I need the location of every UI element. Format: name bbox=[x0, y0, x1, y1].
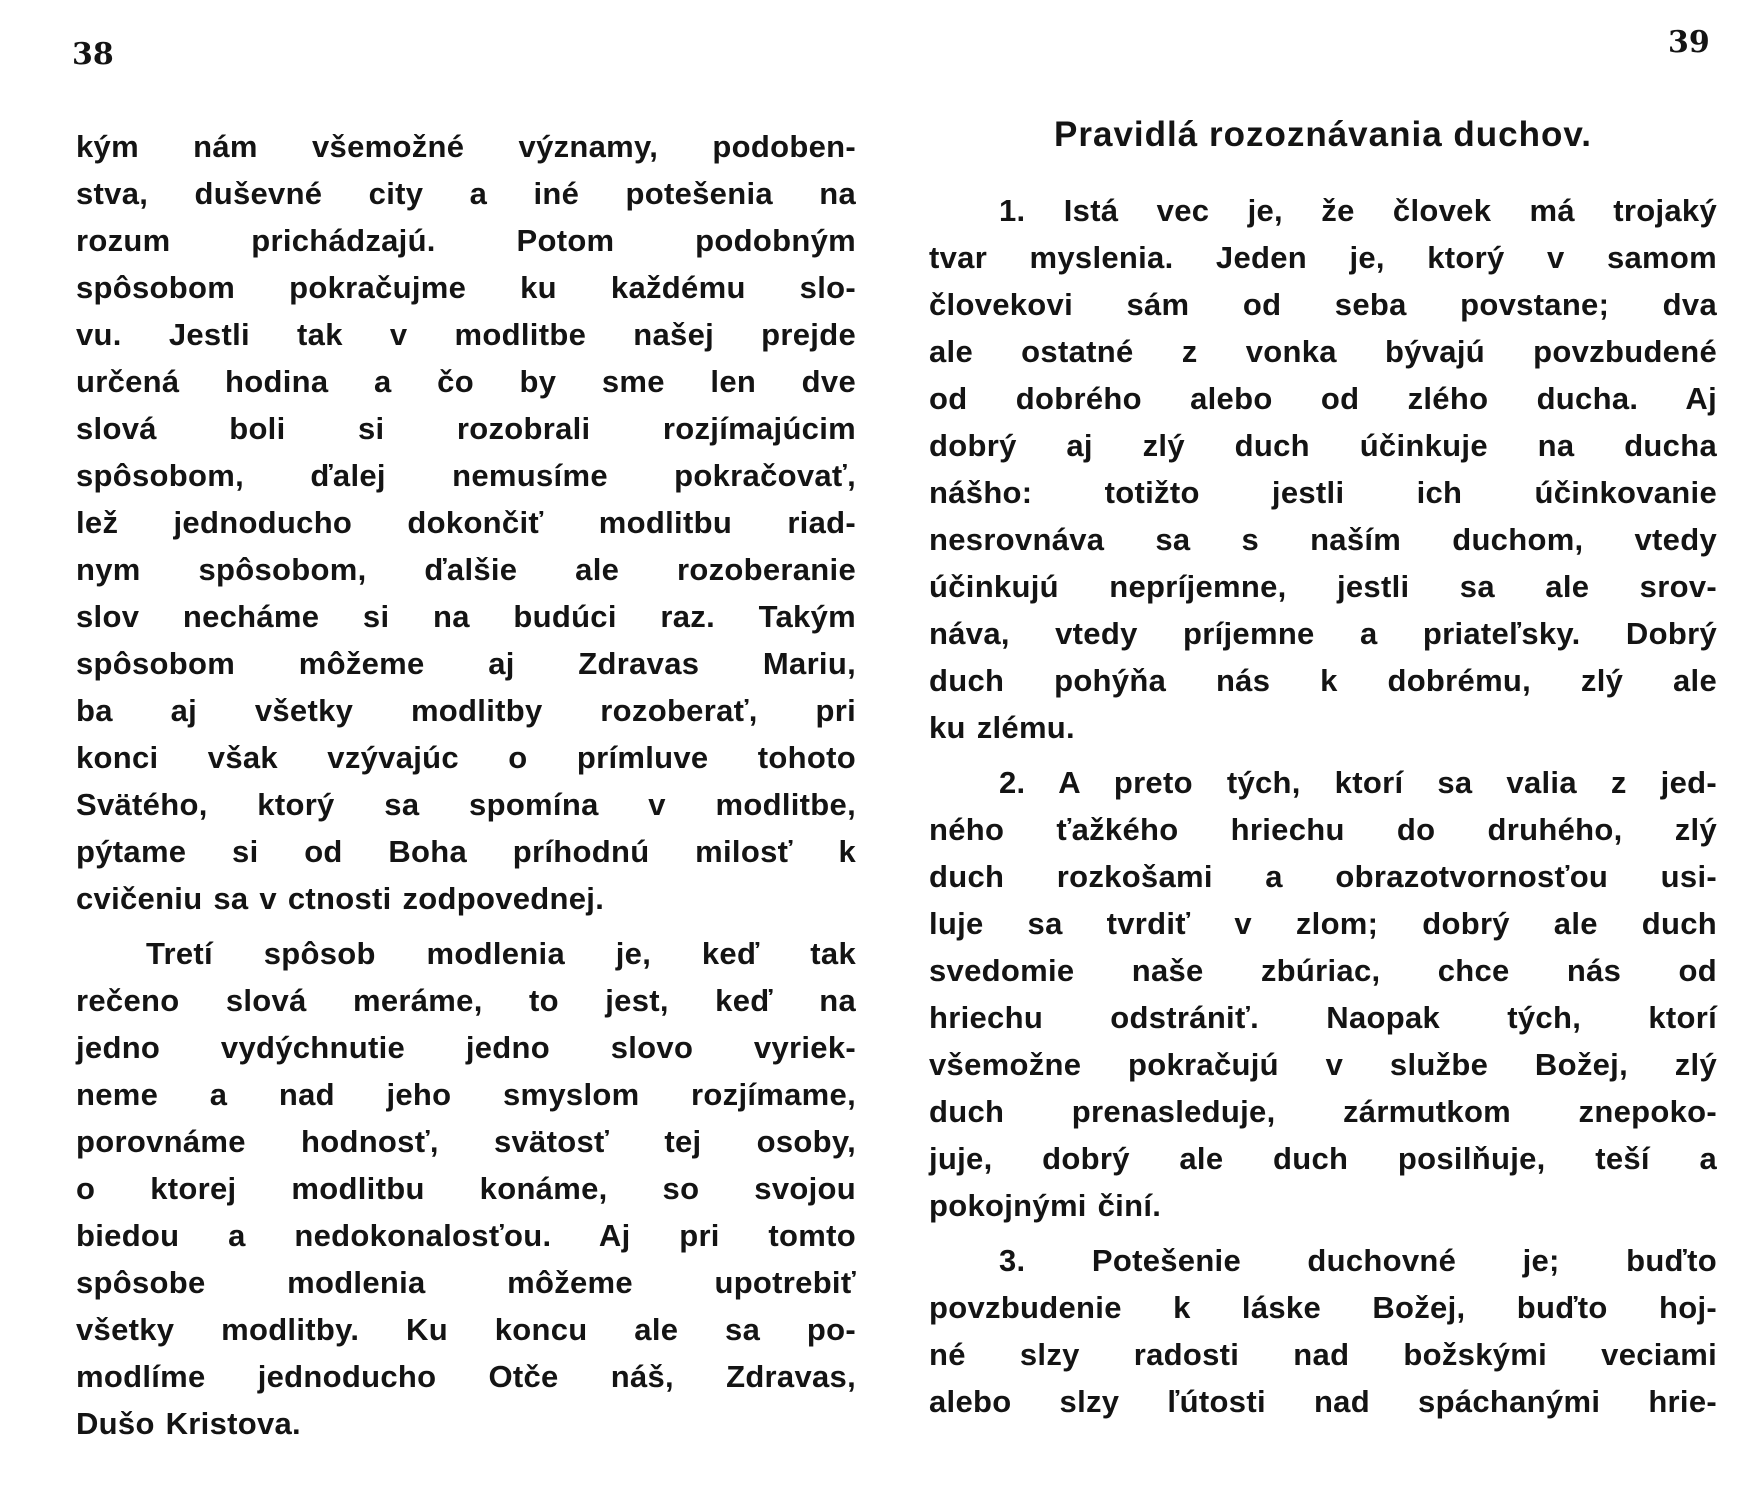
text-line: ba aj všetky modlitby rozoberať, pri bbox=[76, 693, 856, 728]
chapter-heading: Pravidlá rozoznávania duchov. bbox=[1054, 115, 1592, 154]
text-line: rečeno slová meráme, to jest, keď na bbox=[76, 983, 856, 1018]
text-line: 3. Potešenie duchovné je; buďto bbox=[999, 1243, 1717, 1278]
text-line: svedomie naše zbúriac, chce nás od bbox=[929, 953, 1717, 988]
text-line: od dobrého alebo od zlého ducha. Aj bbox=[929, 381, 1717, 416]
text-line: Dušo Kristova. bbox=[76, 1406, 301, 1441]
text-line: jedno vydýchnutie jedno slovo vyriek- bbox=[76, 1030, 856, 1065]
text-line: stva, duševné city a iné potešenia na bbox=[76, 176, 856, 211]
text-line: alebo slzy ľútosti nad spáchanými hrie- bbox=[929, 1384, 1717, 1419]
text-line: neme a nad jeho smyslom rozjímame, bbox=[76, 1077, 856, 1112]
text-line: luje sa tvrdiť v zlom; dobrý ale duch bbox=[929, 906, 1717, 941]
text-line: rozum prichádzajú. Potom podobným bbox=[76, 223, 856, 258]
text-line: cvičeniu sa v ctnosti zodpovednej. bbox=[76, 881, 605, 916]
text-line: tvar myslenia. Jeden je, ktorý v samom bbox=[929, 240, 1717, 275]
text-line: lež jednoducho dokončiť modlitbu riad- bbox=[76, 505, 856, 540]
text-line: spôsobom pokračujme ku každému slo- bbox=[76, 270, 856, 305]
text-line: 2. A preto tých, ktorí sa valia z jed- bbox=[999, 765, 1717, 800]
text-line: spôsobe modlenia môžeme upotrebiť bbox=[76, 1265, 856, 1300]
text-line: povzbudenie k láske Božej, buďto hoj- bbox=[929, 1290, 1717, 1325]
text-line: človekovi sám od seba povstane; dva bbox=[929, 287, 1717, 322]
text-line: dobrý aj zlý duch účinkuje na ducha bbox=[929, 428, 1717, 463]
paragraph bbox=[929, 759, 1717, 1229]
text-line: duch pohýňa nás k dobrému, zlý ale bbox=[929, 663, 1717, 698]
left-page-text bbox=[76, 123, 856, 1455]
text-line: nym spôsobom, ďalšie ale rozoberanie bbox=[76, 552, 856, 587]
paragraph bbox=[76, 123, 856, 922]
paragraph bbox=[76, 930, 856, 1447]
text-line: duch rozkošami a obrazotvornosťou usi- bbox=[929, 859, 1717, 894]
text-line: 1. Istá vec je, že človek má trojaký bbox=[999, 193, 1717, 228]
text-line: ného ťažkého hriechu do druhého, zlý bbox=[929, 812, 1717, 847]
page-number-left: 38 bbox=[72, 37, 114, 72]
text-line: pýtame si od Boha príhodnú milosť k bbox=[76, 834, 856, 869]
text-line: kým nám všemožné významy, podoben- bbox=[76, 129, 856, 164]
text-line: juje, dobrý ale duch posilňuje, teší a bbox=[929, 1141, 1717, 1176]
text-line: modlíme jednoducho Otče náš, Zdravas, bbox=[76, 1359, 856, 1394]
text-line: biedou a nedokonalosťou. Aj pri tomto bbox=[76, 1218, 856, 1253]
text-line: náva, vtedy príjemne a priateľsky. Dobrý bbox=[929, 616, 1717, 651]
text-line: Svätého, ktorý sa spomína v modlitbe, bbox=[76, 787, 856, 822]
right-page-text bbox=[929, 187, 1717, 1433]
text-line: ku zlému. bbox=[929, 710, 1075, 745]
text-line: všetky modlitby. Ku koncu ale sa po- bbox=[76, 1312, 856, 1347]
text-line: porovnáme hodnosť, svätosť tej osoby, bbox=[76, 1124, 856, 1159]
text-line: ale ostatné z vonka bývajú povzbudené bbox=[929, 334, 1717, 369]
text-line: určená hodina a čo by sme len dve bbox=[76, 364, 856, 399]
text-line: Tretí spôsob modlenia je, keď tak bbox=[146, 936, 856, 971]
text-line: o ktorej modlitbu konáme, so svojou bbox=[76, 1171, 856, 1206]
text-line: účinkujú nepríjemne, jestli sa ale srov- bbox=[929, 569, 1717, 604]
paragraph bbox=[929, 187, 1717, 751]
text-line: spôsobom, ďalej nemusíme pokračovať, bbox=[76, 458, 856, 493]
text-line: spôsobom môžeme aj Zdravas Mariu, bbox=[76, 646, 856, 681]
text-line: hriechu odstrániť. Naopak tých, ktorí bbox=[929, 1000, 1717, 1035]
text-line: vu. Jestli tak v modlitbe našej prejde bbox=[76, 317, 856, 352]
text-line: nesrovnáva sa s naším duchom, vtedy bbox=[929, 522, 1717, 557]
page-number-right: 39 bbox=[1668, 25, 1710, 60]
text-line: duch prenasleduje, zármutkom znepoko- bbox=[929, 1094, 1717, 1129]
text-line: konci však vzývajúc o prímluve tohoto bbox=[76, 740, 856, 775]
paragraph bbox=[929, 1237, 1717, 1425]
text-line: slov necháme si na budúci raz. Takým bbox=[76, 599, 856, 634]
text-line: slová boli si rozobrali rozjímajúcim bbox=[76, 411, 856, 446]
text-line: né slzy radosti nad božskými veciami bbox=[929, 1337, 1717, 1372]
text-line: nášho: totižto jestli ich účinkovanie bbox=[929, 475, 1717, 510]
text-line: pokojnými činí. bbox=[929, 1188, 1162, 1223]
text-line: všemožne pokračujú v službe Božej, zlý bbox=[929, 1047, 1717, 1082]
